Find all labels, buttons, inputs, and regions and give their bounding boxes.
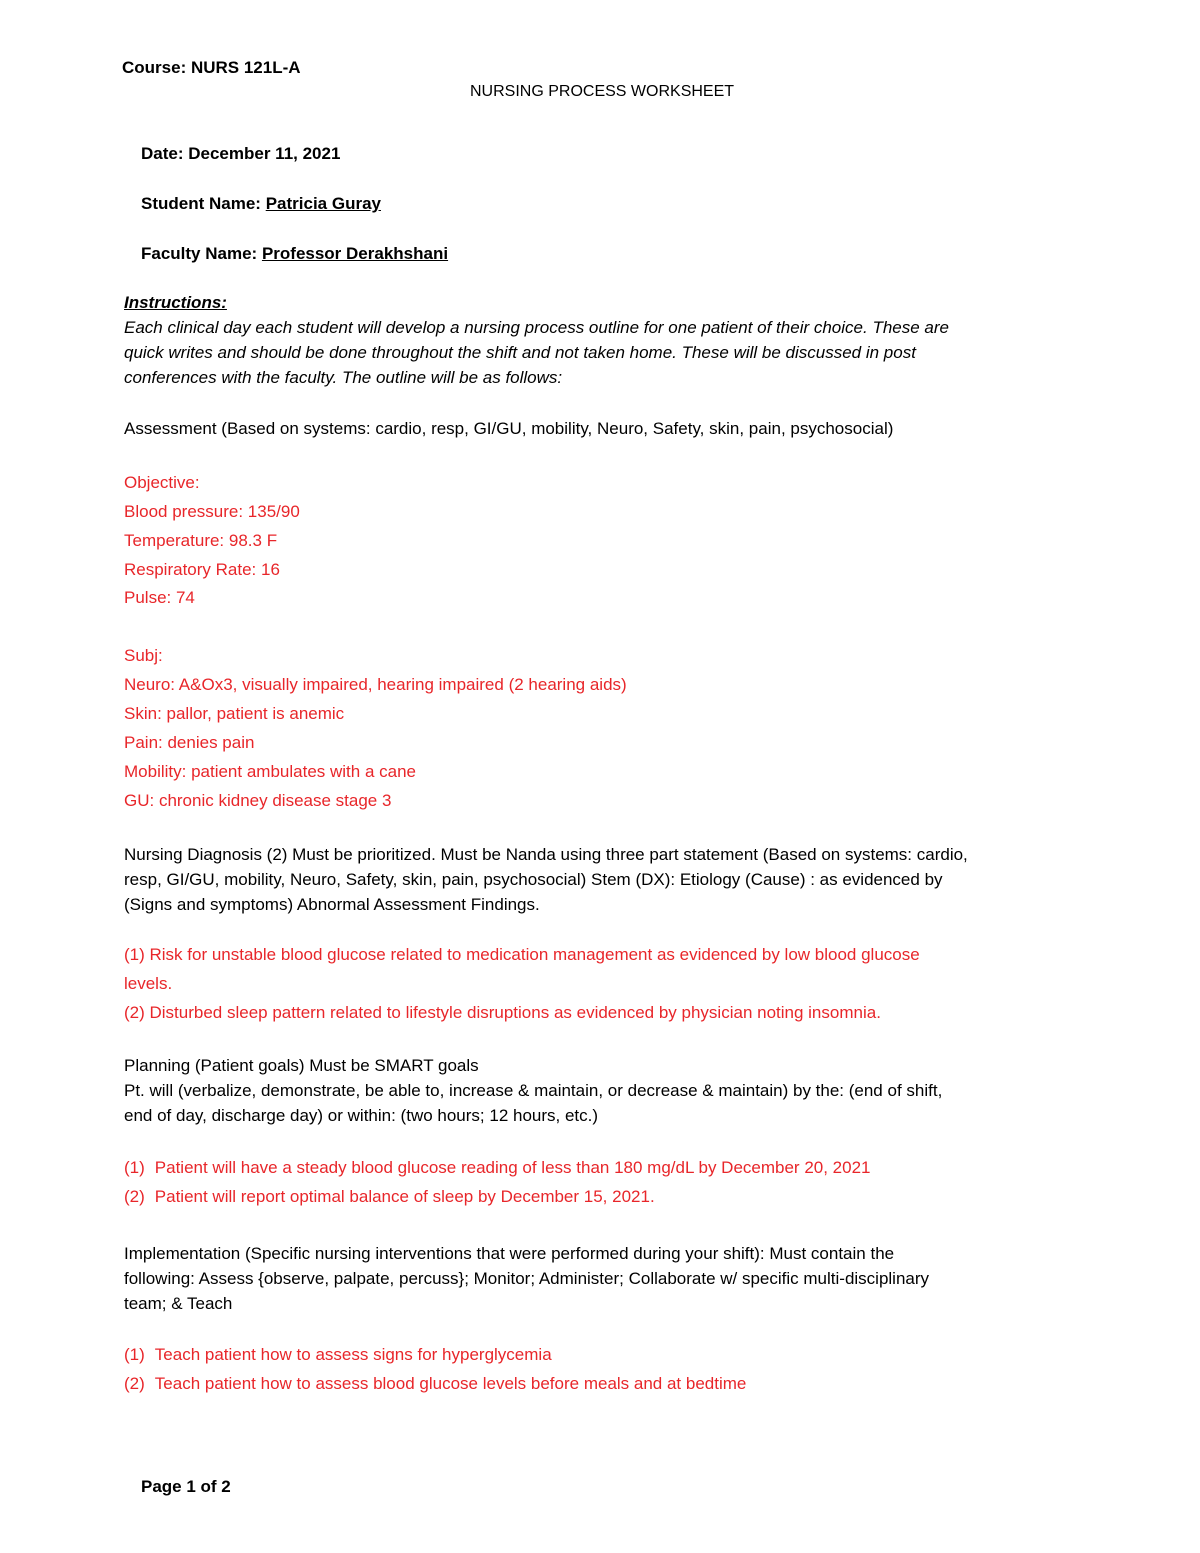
diagnosis-instructions: resp, GI/GU, mobility, Neuro, Safety, skin, pain, psychosocial) Stem (DX): Etiology (Cause) : as evidenced by	[124, 870, 943, 889]
subjective-item: GU: chronic kidney disease stage 3	[124, 791, 392, 810]
faculty-label: Faculty Name:	[141, 244, 258, 263]
subjective-item: Neuro: A&Ox3, visually impaired, hearing impaired (2 hearing aids)	[124, 675, 627, 694]
assessment-heading: Assessment (Based on systems: cardio, resp, GI/GU, mobility, Neuro, Safety, skin, pain, psychosocial)	[124, 419, 894, 438]
page-title: NURSING PROCESS WORKSHEET	[470, 83, 735, 100]
date-value: December 11, 2021	[188, 144, 341, 163]
subjective-item: Pain: denies pain	[124, 733, 255, 752]
implementation-instructions: following: Assess {observe, palpate, percuss}; Monitor; Administer; Collaborate w/ specific multi-disciplinary	[124, 1269, 930, 1288]
implementation-item-number: (2)	[124, 1374, 145, 1393]
planning-item-number: (1)	[124, 1158, 145, 1177]
planning-item-text: Patient will have a steady blood glucose reading of less than 180 mg/dL by December 20, 2021	[154, 1158, 871, 1177]
diagnosis-instructions: Nursing Diagnosis (2) Must be prioritized. Must be Nanda using three part statement (Based on systems: cardio,	[124, 845, 968, 864]
planning-item-text: Patient will report optimal balance of sleep by December 15, 2021.	[154, 1187, 655, 1206]
implementation-item	[124, 1345, 552, 1365]
planning-item	[124, 1158, 871, 1178]
planning-instructions: Pt. will (verbalize, demonstrate, be able to, increase & maintain, or decrease & maintain) by the: (end of shift,	[124, 1081, 943, 1100]
objective-item: Temperature: 98.3 F	[124, 531, 278, 550]
subjective-item: Skin: pallor, patient is anemic	[124, 704, 345, 723]
diagnosis-item: levels.	[124, 974, 173, 993]
planning-item-number: (2)	[124, 1187, 145, 1206]
implementation-item-text: Teach patient how to assess signs for hyperglycemia	[154, 1345, 552, 1364]
implementation-instructions: Implementation (Specific nursing interventions that were performed during your shift): Must contain the	[124, 1244, 895, 1263]
diagnosis-instructions: (Signs and symptoms) Abnormal Assessment Findings.	[124, 895, 540, 914]
student-label: Student Name:	[141, 194, 261, 213]
objective-label: Objective:	[124, 473, 200, 492]
subjective-label: Subj:	[124, 646, 163, 665]
subjective-item: Mobility: patient ambulates with a cane	[124, 762, 416, 781]
implementation-item-number: (1)	[124, 1345, 145, 1364]
page-number: Page 1 of 2	[141, 1477, 231, 1496]
implementation-item	[124, 1374, 746, 1394]
planning-instructions: end of day, discharge day) or within: (two hours; 12 hours, etc.)	[124, 1106, 599, 1125]
diagnosis-item: (1) Risk for unstable blood glucose related to medication management as evidenced by low blood glucose	[124, 945, 920, 964]
objective-item: Pulse: 74	[124, 588, 195, 607]
instructions-line: quick writes and should be done throughout the shift and not taken home. These will be discussed in post	[124, 343, 916, 362]
course-label: Course: NURS 121L-A	[122, 58, 301, 77]
faculty-row	[141, 244, 448, 264]
objective-item: Blood pressure: 135/90	[124, 502, 300, 521]
instructions-line: conferences with the faculty. The outline will be as follows:	[124, 368, 563, 387]
planning-item	[124, 1187, 655, 1207]
implementation-item-text: Teach patient how to assess blood glucose levels before meals and at bedtime	[154, 1374, 747, 1393]
student-row	[141, 194, 381, 214]
instructions-heading: Instructions:	[124, 293, 227, 312]
planning-instructions: Planning (Patient goals) Must be SMART goals	[124, 1056, 479, 1075]
objective-item: Respiratory Rate: 16	[124, 560, 280, 579]
date-label: Date:	[141, 144, 184, 163]
student-value: Patricia Guray	[265, 194, 381, 213]
diagnosis-item: (2) Disturbed sleep pattern related to lifestyle disruptions as evidenced by physician noting insomnia.	[124, 1003, 881, 1022]
faculty-value: Professor Derakhshani	[261, 244, 449, 263]
date-row	[141, 144, 340, 164]
instructions-line: Each clinical day each student will develop a nursing process outline for one patient of their choice. These are	[124, 318, 949, 337]
implementation-instructions: team; & Teach	[124, 1294, 233, 1313]
